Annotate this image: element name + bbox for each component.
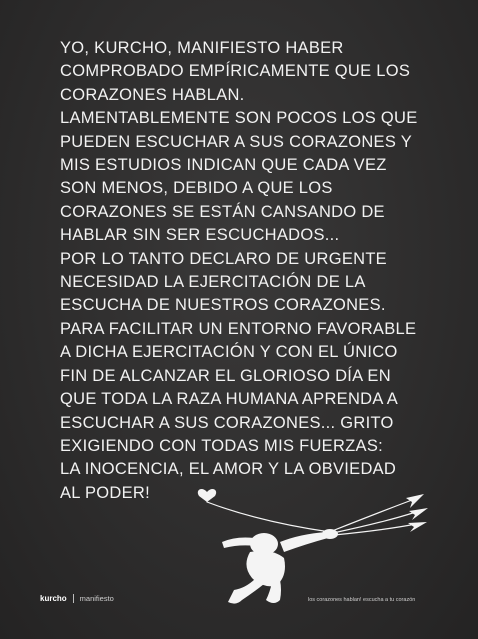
manifesto-line: EXIGIENDO CON TODAS MIS FUERZAS: (60, 435, 383, 455)
manifesto-line: ESCUCHAR A SUS CORAZONES... GRITO (60, 412, 394, 432)
manifesto-line: NECESIDAD LA EJERCITACIÓN DE LA (60, 272, 366, 292)
manifesto-line: ESCUCHA DE NUESTROS CORAZONES. (60, 295, 386, 315)
manifesto-line: CORAZONES HABLAN. (60, 84, 245, 104)
manifesto-line: PARA FACILITAR UN ENTORNO FAVORABLE (60, 318, 417, 338)
manifesto-line: A DICHA EJERCITACIÓN Y CON EL ÚNICO (60, 342, 398, 362)
manifesto-text (60, 36, 460, 504)
divider (73, 594, 74, 603)
footer-brand (40, 594, 114, 603)
manifesto-line: YO, KURCHO, MANIFIESTO HABER (60, 38, 344, 57)
manifesto-line: LAMENTABLEMENTE SON POCOS LOS QUE (60, 108, 418, 128)
manifesto-line: COMPROBADO EMPÍRICAMENTE QUE LOS (60, 61, 411, 81)
brand-name: kurcho (40, 594, 67, 603)
footer-tagline: los corazones hablan! escucha a tu corazón (308, 597, 416, 603)
manifesto-line: HABLAR SIN SER ESCUCHADOS... (60, 225, 340, 245)
manifesto-line: FIN DE ALCANZAR EL GLORIOSO DÍA EN (60, 365, 391, 385)
manifesto-line: SON MENOS, DEBIDO A QUE LOS (60, 178, 333, 198)
manifesto-line: QUE TODA LA RAZA HUMANA APRENDA A (60, 389, 398, 409)
manifesto-line: AL PODER! (60, 482, 150, 502)
flying-figure-with-arrows-icon (180, 478, 440, 608)
manifesto-line: CORAZONES SE ESTÁN CANSANDO DE (60, 201, 385, 221)
manifesto-line: PUEDEN ESCUCHAR A SUS CORAZONES Y (60, 131, 413, 151)
manifesto-line: LA INOCENCIA, EL AMOR Y LA OBVIEDAD (60, 459, 397, 479)
manifesto-line: MIS ESTUDIOS INDICAN QUE CADA VEZ (60, 155, 387, 175)
manifesto-line: POR LO TANTO DECLARO DE URGENTE (60, 248, 387, 268)
section-label: manifiesto (79, 594, 114, 603)
